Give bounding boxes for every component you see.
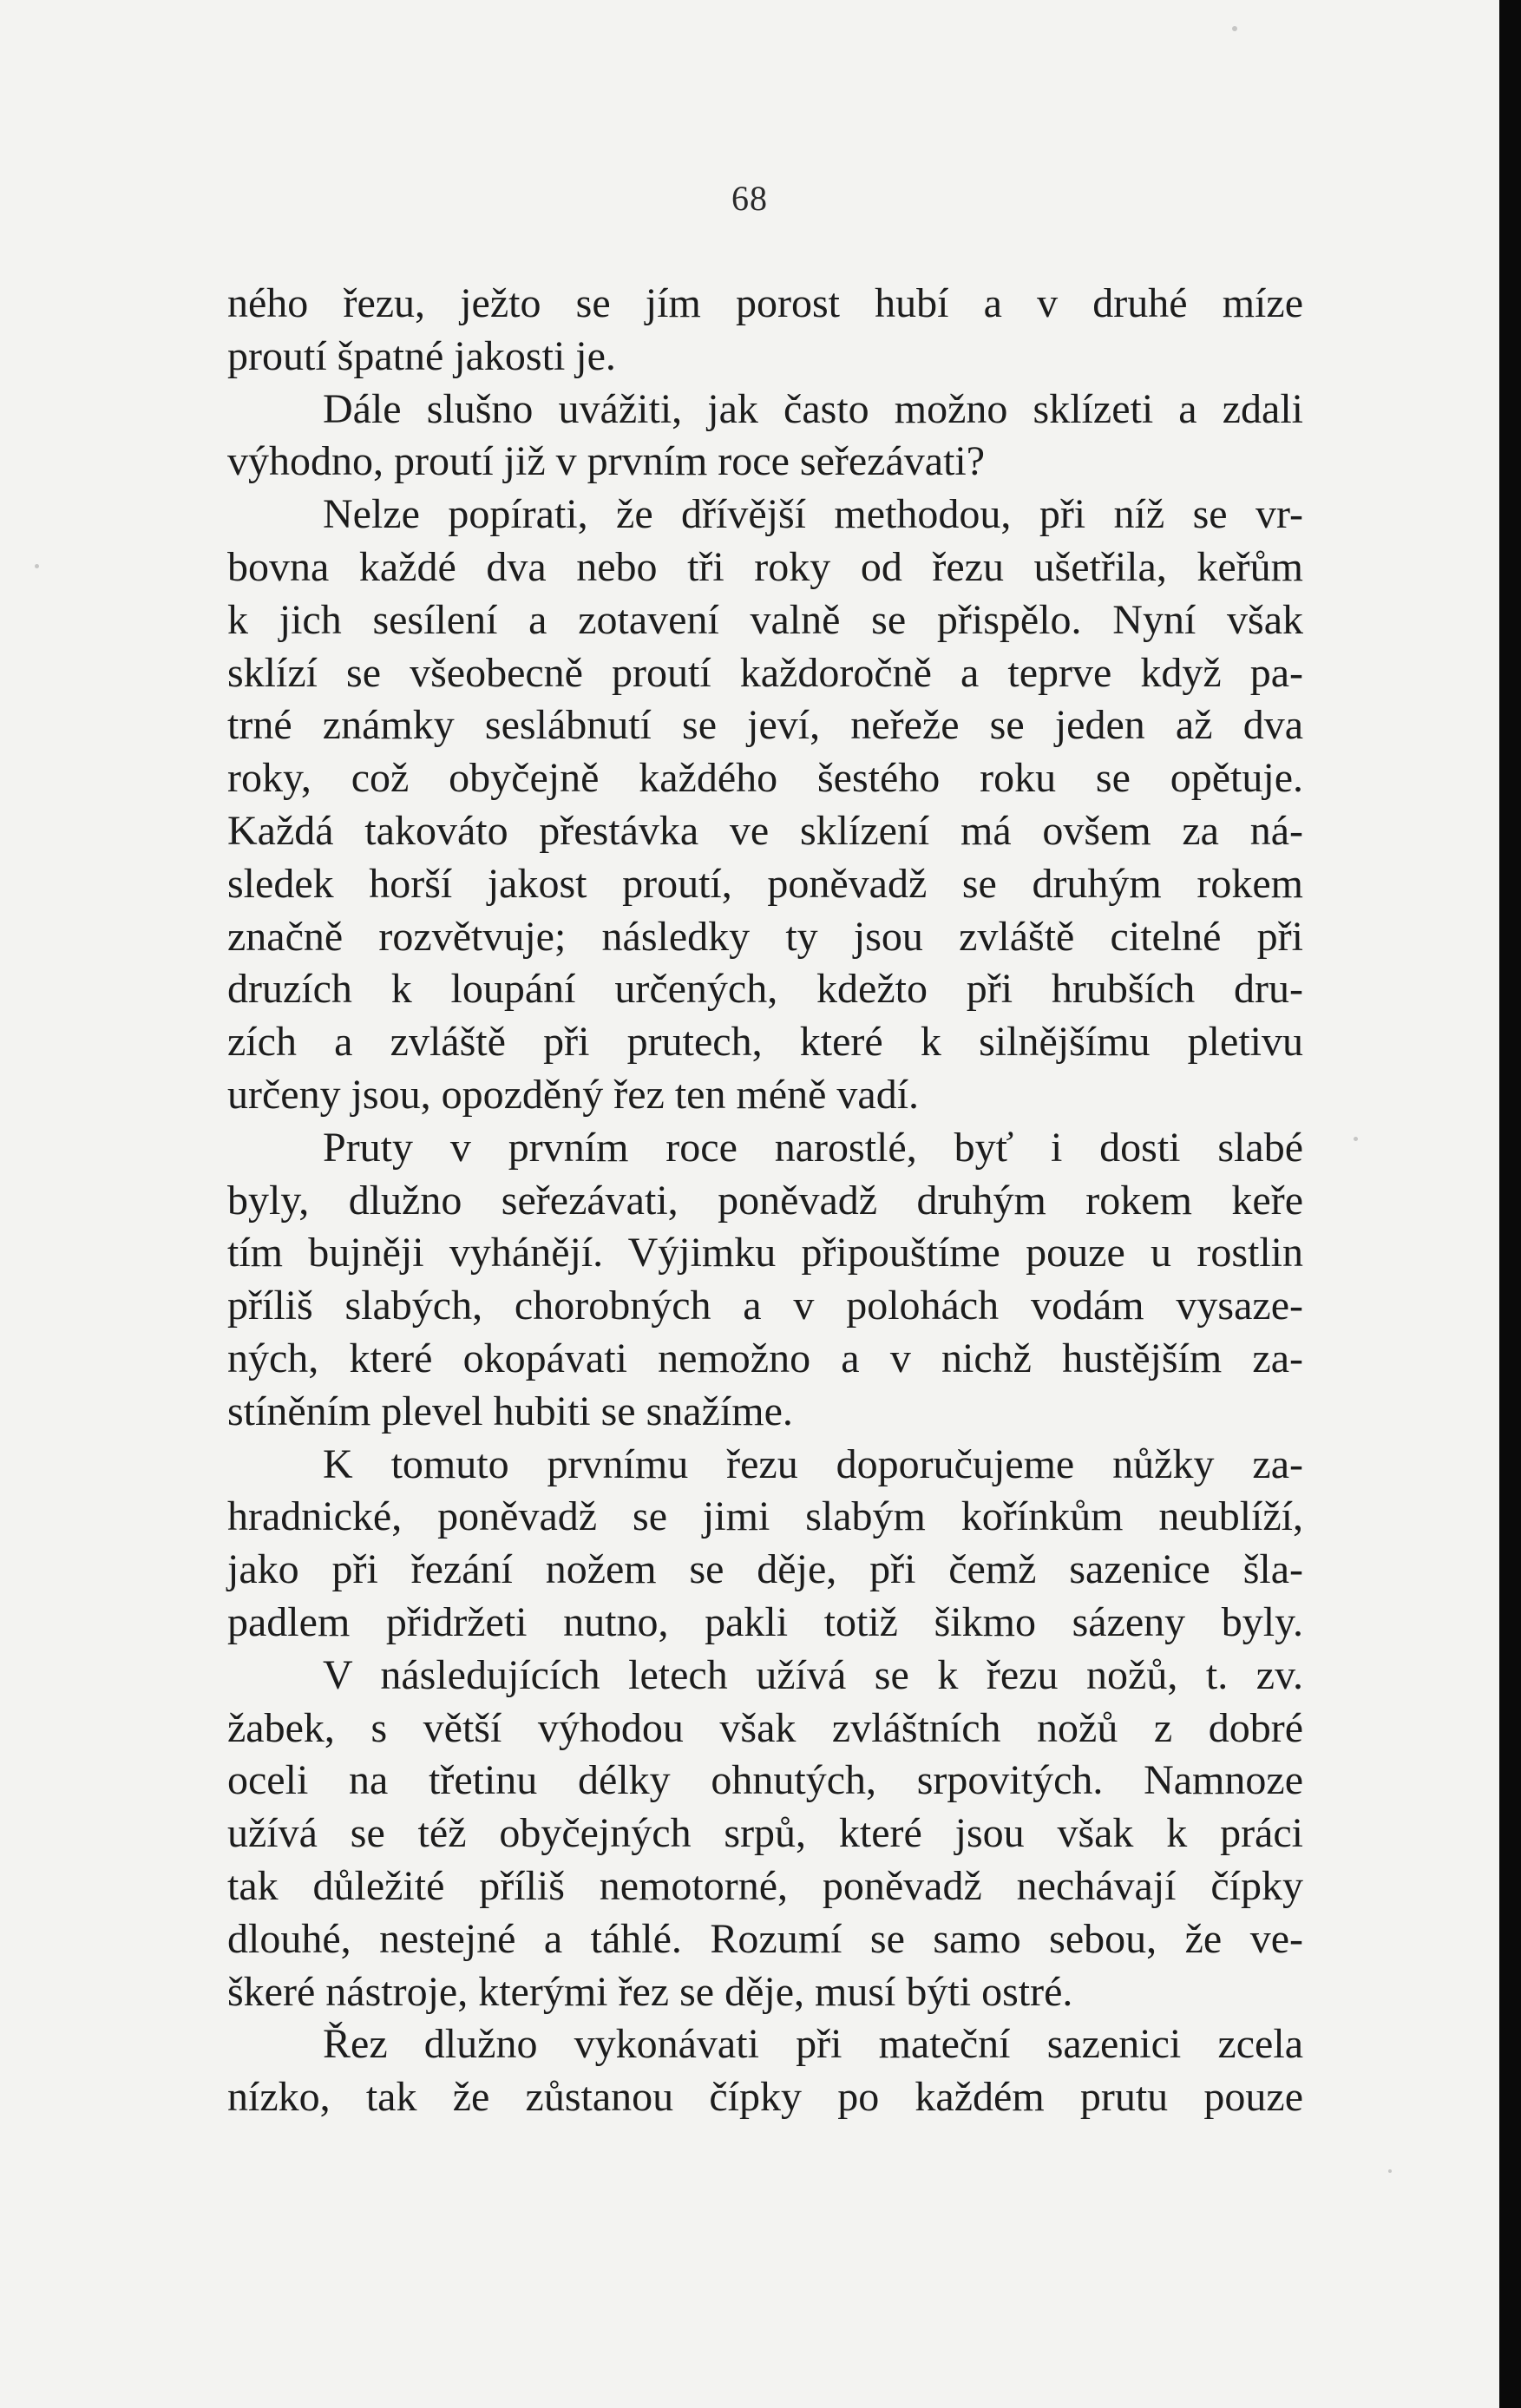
text-line: nízko, tak že zůstanou čípky po každém prutu pouze	[227, 2074, 1303, 2121]
text-line: trné známky seslábnutí se jeví, neřeže se jeden až dva	[227, 702, 1303, 749]
text-line: škeré nástroje, kterými řez se děje, musí býti ostré.	[227, 1968, 1073, 2015]
text-line: roky, což obyčejně každého šestého roku se opětuje.	[227, 755, 1303, 802]
text-line: tím bujněji vyhánějí. Výjimku připouštíme pouze u rostlin	[227, 1230, 1303, 1276]
text-line: dlouhé, nestejné a táhlé. Rozumí se samo sebou, že ve-	[227, 1915, 1303, 1962]
text-line: Řez dlužno vykonávati při mateční sazenici zcela	[323, 2021, 1303, 2068]
text-line: výhodno, proutí již v prvním roce seřezávati?	[227, 438, 986, 485]
text-line: oceli na třetinu délky ohnutých, srpovitých. Namnoze	[227, 1757, 1303, 1804]
text-line: určeny jsou, opozděný řez ten méně vadí.	[227, 1071, 920, 1118]
text-line: hradnické, poněvadž se jimi slabým kořínkům neublíží,	[227, 1493, 1303, 1540]
text-line: druzích k loupání určených, kdežto při hrubších dru-	[227, 966, 1303, 1013]
text-line: stíněním plevel hubiti se snažíme.	[227, 1388, 793, 1434]
text-line: užívá se též obyčejných srpů, které jsou však k práci	[227, 1810, 1303, 1857]
text-line: sledek horší jakost proutí, poněvadž se druhým rokem	[227, 860, 1303, 907]
text-line: bovna každé dva nebo tři roky od řezu ušetřila, keřům	[227, 543, 1303, 590]
text-line: ného řezu, ježto se jím porost hubí a v druhé míze	[227, 280, 1303, 326]
text-line: padlem přidržeti nutno, pakli totiž šikmo sázeny byly.	[227, 1598, 1303, 1645]
text-line: ných, které okopávati nemožno a v nichž hustějším za-	[227, 1335, 1303, 1381]
text-line: zích a zvláště při prutech, které k silnějšímu pletivu	[227, 1019, 1303, 1066]
text-line: Dále slušno uvážiti, jak často možno sklízeti a zdali	[323, 385, 1303, 432]
text-line: tak důležité příliš nemotorné, poněvadž nechávají čípky	[227, 1862, 1303, 1909]
paper-speck	[1388, 2169, 1392, 2173]
page-number: 68	[731, 179, 768, 218]
text-line: Každá takováto přestávka ve sklízení má ovšem za ná-	[227, 807, 1303, 854]
text-line: proutí špatné jakosti je.	[227, 332, 616, 379]
text-line: příliš slabých, chorobných a v polohách vodám vysaze-	[227, 1283, 1303, 1329]
text-line: jako při řezání nožem se děje, při čemž sazenice šla-	[227, 1546, 1303, 1593]
text-line: K tomuto prvnímu řezu doporučujeme nůžky za-	[323, 1440, 1303, 1487]
text-line: Nelze popírati, že dřívější methodou, při níž se vr-	[323, 491, 1303, 538]
paper-speck	[1354, 1137, 1358, 1141]
text-line: žabek, s větší výhodou však zvláštních nožů z dobré	[227, 1704, 1303, 1751]
body-text	[227, 278, 1303, 2124]
paper-speck	[1232, 26, 1237, 31]
text-line: byly, dlužno seřezávati, poněvadž druhým rokem keře	[227, 1177, 1303, 1224]
text-line: k jich sesílení a zotavení valně se přispělo. Nyní však	[227, 596, 1303, 643]
text-line: Pruty v prvním roce narostlé, byť i dosti slabé	[323, 1124, 1303, 1171]
paper-speck	[35, 564, 39, 568]
text-line: značně rozvětvuje; následky ty jsou zvláště citelné při	[227, 913, 1303, 960]
text-line: sklízí se všeobecně proutí každoročně a teprve když pa-	[227, 649, 1303, 696]
text-line: V následujících letech užívá se k řezu nožů, t. zv.	[323, 1651, 1303, 1698]
